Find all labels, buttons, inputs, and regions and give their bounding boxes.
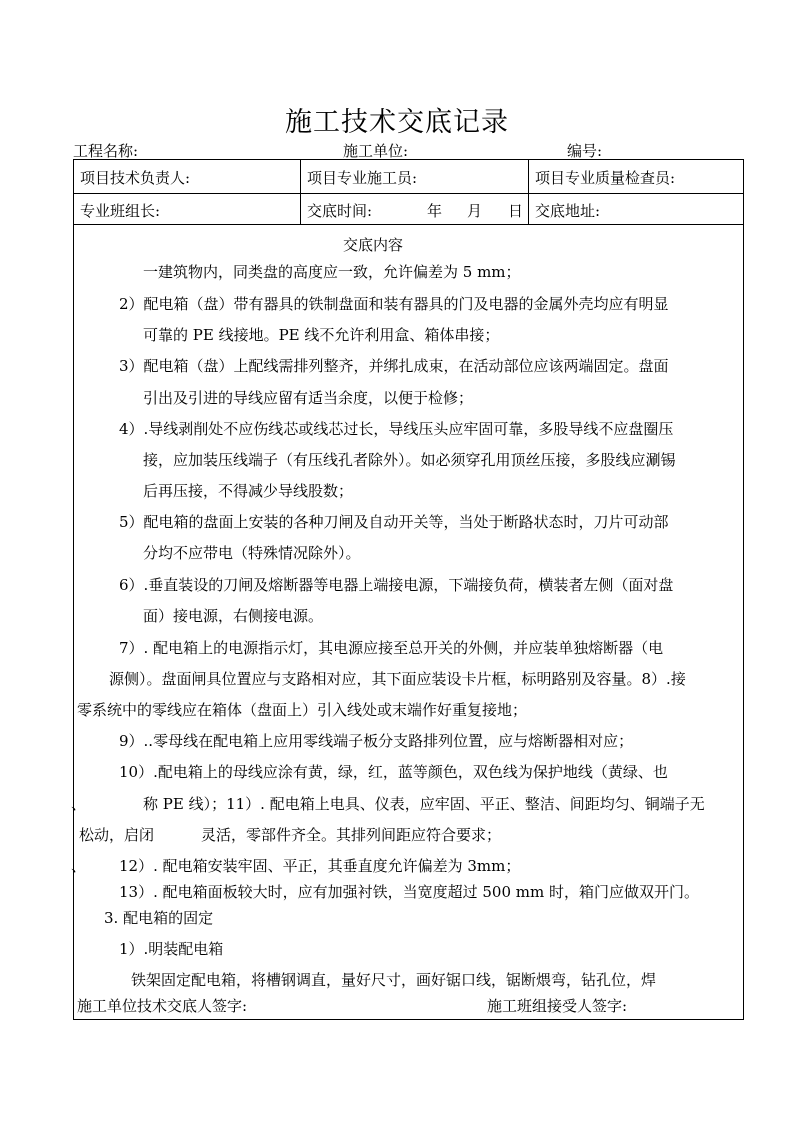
tech-lead-label: 项目技术负责人: (80, 169, 191, 187)
content-line: 源侧）。盘面闸具位置应与支路相对应，其下面应装设卡片框，标明路别及容量。8）.接 (109, 670, 686, 688)
handover-time-label: 交底时间: (307, 202, 373, 220)
content-line: 6）.垂直装设的刀闸及熔断器等电器上端接电源，下端接负荷，横装者左侧（面对盘 (119, 576, 674, 594)
row-divider (74, 193, 743, 194)
record-table (73, 159, 744, 1020)
project-name-label: 工程名称: (73, 142, 139, 160)
content-line: 12）. 配电箱安装牢固、平正，其垂直度允许偏差为 3mm； (119, 857, 521, 875)
content-line: 10）.配电箱上的母线应涂有黄，绿，红，蓝等颜色，双色线为保护地线（黄绿、也 (119, 763, 668, 781)
content-line: 分均不应带电（特殊情况除外）。 (143, 544, 361, 562)
content-line: 接，应加装压线端子（有压线孔者除外）。如必须穿孔用顶丝压接，多股线应涮锡 (143, 451, 676, 469)
column-divider (528, 160, 529, 224)
content-line: 松动，启闭 (79, 826, 155, 844)
content-line: 称 PE 线）；11）. 配电箱上电具、仪表，应牢固、平正、整洁、间距均匀、铜端子无 (143, 795, 705, 813)
content-line: 面）接电源，右侧接电源。 (143, 607, 324, 625)
row-divider (74, 224, 743, 225)
day-label: 日 (508, 202, 524, 220)
content-line: 4）.导线剥削处不应伤线芯或线芯过长，导线压头应牢固可靠，多股导线不应盘圈压 (119, 420, 674, 438)
content-line: 引出及引进的导线应留有适当余度，以便于检修； (143, 389, 474, 407)
content-heading: 交底内容 (343, 236, 404, 254)
content-line: 9）..零母线在配电箱上应用零线端子板分支路排列位置，应与熔断器相对应； (119, 732, 634, 750)
month-label: 月 (467, 202, 483, 220)
year-label: 年 (427, 202, 443, 220)
team-signature-label: 施工班组接受人签字: (487, 997, 628, 1015)
content-line: 铁架固定配电箱，将槽钢调直，量好尺寸，画好锯口线，锯断煨弯，钻孔位，焊 (131, 971, 657, 989)
content-mark: 、 (71, 795, 87, 813)
team-leader-label: 专业班组长: (80, 202, 161, 220)
content-mark: 、 (71, 857, 87, 875)
quality-inspector-label: 项目专业质量检查员: (535, 169, 676, 187)
content-line: 灵活，零部件齐全。其排列间距应符合要求； (201, 826, 502, 844)
content-line: 零系统中的零线应在箱体（盘面上）引入线处或末端作好重复接地； (77, 701, 528, 719)
content-line: 2）配电箱（盘）带有器具的铁制盘面和装有器具的门及电器的金属外壳均应有明显 (119, 295, 669, 313)
tech-signature-label: 施工单位技术交底人签字: (77, 997, 248, 1015)
content-line: 7）. 配电箱上的电源指示灯，其电源应接至总开关的外侧，并应装单独熔断器（电 (119, 639, 664, 657)
content-line: 后再压接，不得减少导线股数； (143, 482, 354, 500)
content-line: 1）.明装配电箱 (119, 940, 224, 958)
content-line: 3）配电箱（盘）上配线需排列整齐，并绑扎成束，在活动部位应该两端固定。盘面 (119, 357, 669, 375)
construction-worker-label: 项目专业施工员: (307, 169, 418, 187)
content-line: 一建筑物内，同类盘的高度应一致，允许偏差为 5 mm； (143, 263, 521, 281)
number-label: 编号: (567, 142, 603, 160)
construction-unit-label: 施工单位: (343, 142, 409, 160)
content-line: 可靠的 PE 线接地。PE 线不允许利用盒、箱体串接； (143, 326, 500, 344)
handover-location-label: 交底地址: (535, 202, 601, 220)
content-line: 13）. 配电箱面板较大时，应有加强衬铁，当宽度超过 500 mm 时，箱门应做双开门。 (119, 883, 700, 901)
content-line: 5）配电箱的盘面上安装的各种刀闸及自动开关等，当处于断路状态时，刀片可动部 (119, 513, 669, 531)
content-line: 3. 配电箱的固定 (104, 909, 214, 927)
document-title: 施工技术交底记录 (285, 107, 509, 138)
column-divider (300, 160, 301, 224)
